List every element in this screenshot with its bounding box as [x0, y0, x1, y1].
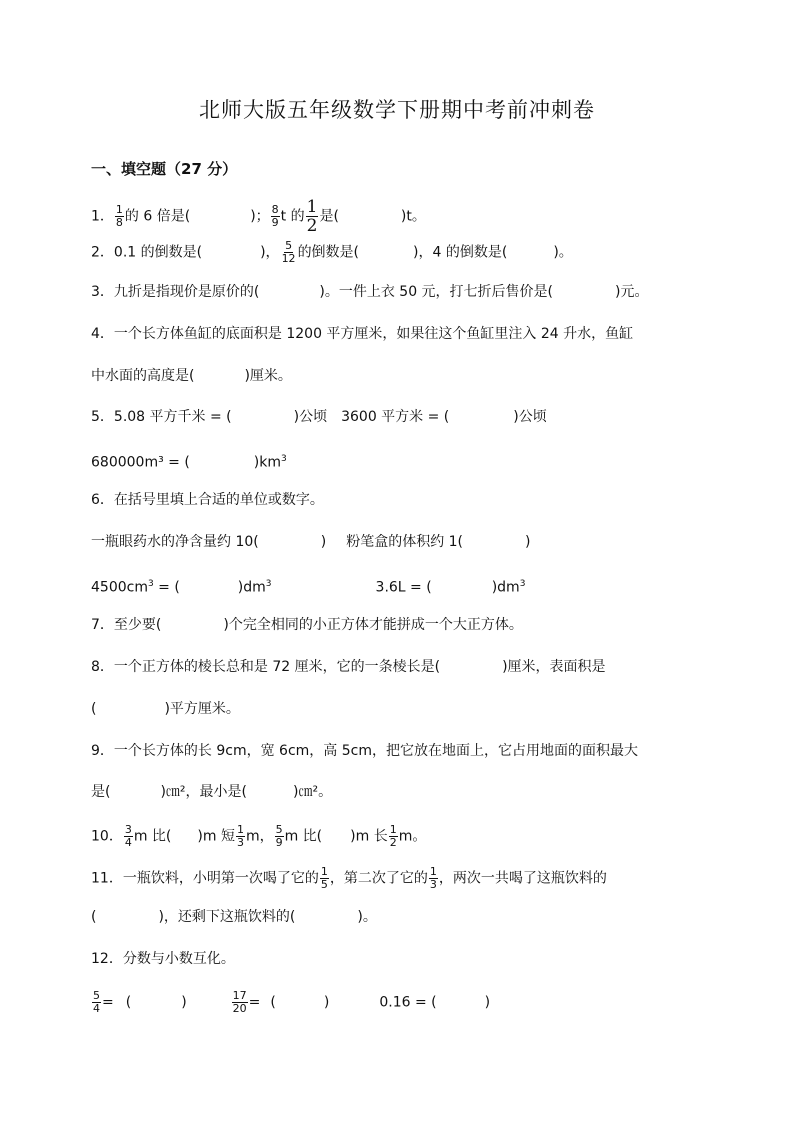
question-9-line2: 是( )㎝²，最小是( )㎝²。	[91, 784, 333, 800]
page-title: 北师大版五年级数学下册期中考前冲刺卷	[199, 98, 595, 122]
question-9-line1: 9．一个长方体的长 9cm，宽 6cm，高 5cm，把它放在地面上，它占用地面的面积最大	[91, 743, 638, 759]
fraction: $\frac{1}{5}$	[320, 865, 328, 891]
fraction: $\frac{1}{8}$	[115, 203, 123, 229]
fraction: $\frac{3}{4}$	[124, 823, 132, 849]
question-3: 3．九折是指现价是原价的( )。一件上衣 50 元，打七折后售价是( )元。	[91, 284, 649, 300]
fraction: $\frac{17}{20}$	[232, 989, 247, 1015]
question-5-line2: 680000m³ = ( )$km^3$	[91, 454, 287, 471]
question-10: 10． $\frac{3}{4}$ m 比( )m 短 $\frac{1}{3}$ m， $\frac{5}{9}$ m 比( )m 长 $\frac{1}{2}$ m。	[91, 823, 427, 849]
question-11-line1: 11．一瓶饮料，小明第一次喝了它的 $\frac{1}{5}$ ，第二次了它的 $\frac{1}{3}$ ，两次一共喝了这瓶饮料的	[91, 865, 607, 891]
question-4-line1: 4．一个长方体鱼缸的底面积是 1200 平方厘米，如果往这个鱼缸里注入 24 升水，鱼缸	[91, 326, 634, 342]
fraction: $\frac{8}{9}$	[271, 203, 279, 229]
fraction: $\frac{1}{2}$	[389, 823, 397, 849]
question-12-line1: 12．分数与小数互化。	[91, 951, 235, 967]
question-4-line2: 中水面的高度是( )厘米。	[91, 368, 292, 384]
question-11-line2: ( )，还剩下这瓶饮料的( )。	[91, 909, 377, 925]
fraction: $\frac{5}{12}$	[281, 239, 296, 265]
fraction: $\frac{5}{4}$	[93, 989, 100, 1015]
question-7: 7．至少要( )个完全相同的小正方体才能拼成一个大正方体。	[91, 617, 523, 633]
question-1: 1． $\frac{1}{8}$ 的 6 倍是( )； $\frac{8}{9}$ t 的 $\frac{1}{2}$ 是( )t。	[91, 197, 426, 236]
question-12-line2: $\frac{5}{4}$ = ( ) $\frac{17}{20}$ = ( ) 0.16 = ( )	[93, 989, 491, 1015]
question-6-line2: 一瓶眼药水的净含量约 10( ) 粉笔盒的体积约 1( )	[91, 534, 531, 550]
question-6-line1: 6．在括号里填上合适的单位或数字。	[91, 492, 324, 508]
fraction: $\frac{5}{9}$	[275, 823, 283, 849]
fraction: $\frac{1}{3}$	[429, 865, 437, 891]
fraction: $\frac{1}{2}$	[306, 197, 318, 236]
question-8-line1: 8．一个正方体的棱长总和是 72 厘米，它的一条棱长是( )厘米，表面积是	[91, 659, 606, 675]
section-heading: 一、填空题（27 分）	[91, 160, 238, 178]
fraction: $\frac{1}{3}$	[236, 823, 244, 849]
question-2: 2．0.1 的倒数是( )， $\frac{5}{12}$ 的倒数是( )，4 的倒数是( )。	[91, 239, 573, 265]
question-5-line1: 5．5.08 平方千米 = ( )公顷 3600 平方米 = ( )公顷	[91, 409, 547, 425]
question-6-line3: $4500cm^3$ = ( )$dm^3$ 3.6L = ( )$dm^3$	[91, 579, 526, 596]
question-8-line2: ( )平方厘米。	[91, 701, 240, 717]
